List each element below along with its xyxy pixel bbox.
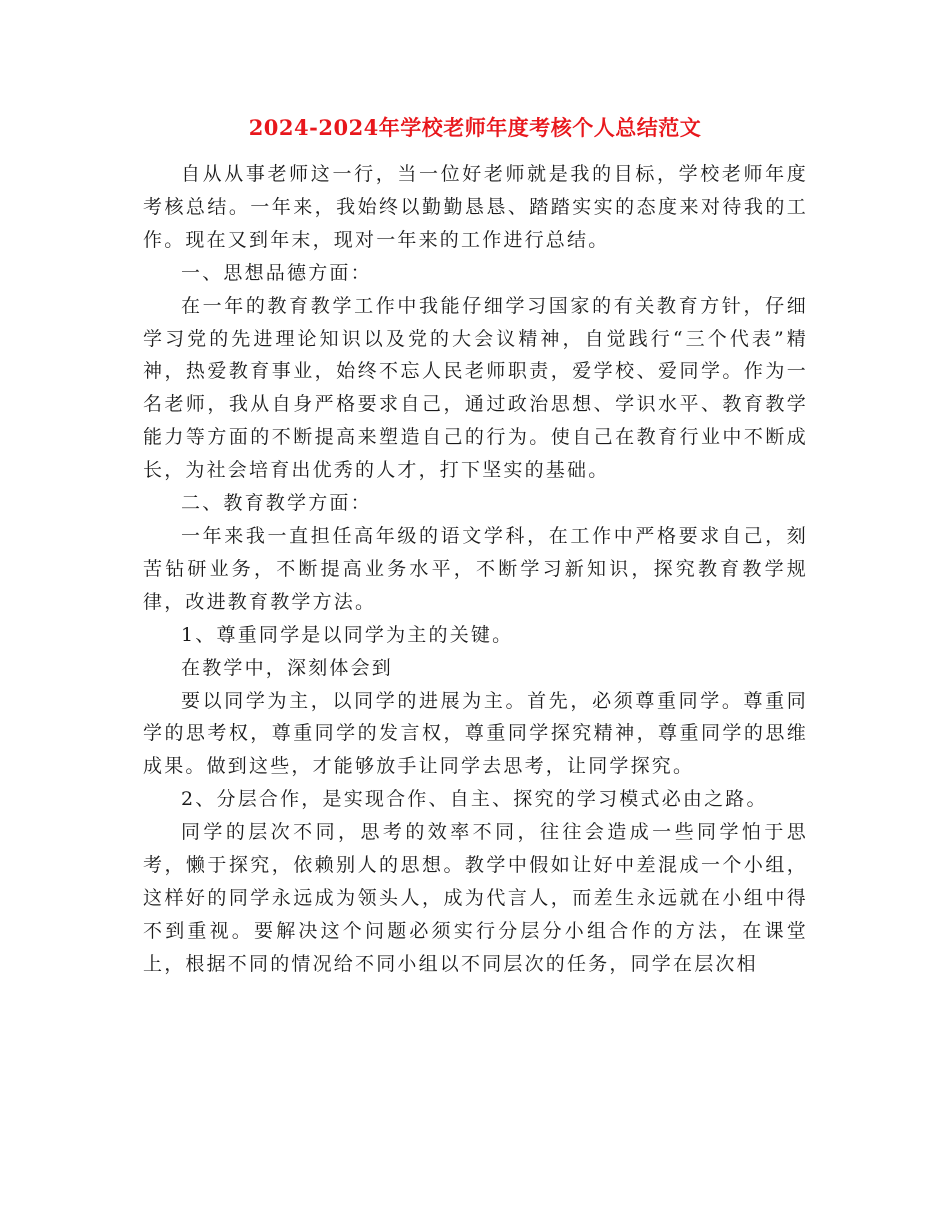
- section-heading-teaching: 二、教育教学方面：: [181, 492, 372, 515]
- paragraph-teaching: 一年来我一直担任高年级的语文学科，在工作中严格要求自己，刻苦钻研业务，不断提高业务水平，不断学习新知识，探究教育教学规律，改进教育教学方法。: [143, 524, 808, 613]
- document-title: 2024-2024年学校老师年度考核个人总结范文: [248, 115, 702, 140]
- section-heading-ideology: 一、思想品德方面：: [181, 261, 372, 284]
- paragraph-respect: 要以同学为主，以同学的进展为主。首先，必须尊重同学。尊重同学的思考权，尊重同学的发言权，尊重同学探究精神，尊重同学的思维成果。做到这些，才能够放手让同学去思考，让同学探究。: [143, 689, 808, 778]
- document-body: [143, 158, 808, 981]
- paragraph-cooperation: 同学的层次不同，思考的效率不同，往往会造成一些同学怕于思考，懒于探究，依赖别人的思想。教学中假如让好中差混成一个小组，这样好的同学永远成为领头人，成为代言人，而差生永远就在小组中得不到重视。要解决这个问题必须实行分层分小组合作的方法，在课堂上，根据不同的情况给不同小组以不同层次的任务，同学在层次相: [143, 821, 808, 975]
- subheading-respect: 1、尊重同学是以同学为主的关键。: [181, 623, 514, 646]
- paragraph-ideology: 在一年的教育教学工作中我能仔细学习国家的有关教育方针，仔细学习党的先进理论知识以及党的大会议精神，自觉践行“三个代表”精神，热爱教育事业，始终不忘人民老师职责，爱学校、爱同学。作为一名老师，我从自身严格要求自己，通过政治思想、学识水平、教育教学能力等方面的不断提高来塑造自己的行为。使自己在教育行业中不断成长，为社会培育出优秀的人才，打下坚实的基础。: [143, 294, 808, 482]
- paragraph-respect-lead: 在教学中，深刻体会到: [181, 656, 394, 679]
- subheading-cooperation: 2、分层合作，是实现合作、自主、探究的学习模式必由之路。: [181, 788, 768, 811]
- paragraph-intro: 自从从事老师这一行，当一位好老师就是我的目标，学校老师年度考核总结。一年来，我始终以勤勤恳恳、踏踏实实的态度来对待我的工作。现在又到年末，现对一年来的工作进行总结。: [143, 163, 808, 251]
